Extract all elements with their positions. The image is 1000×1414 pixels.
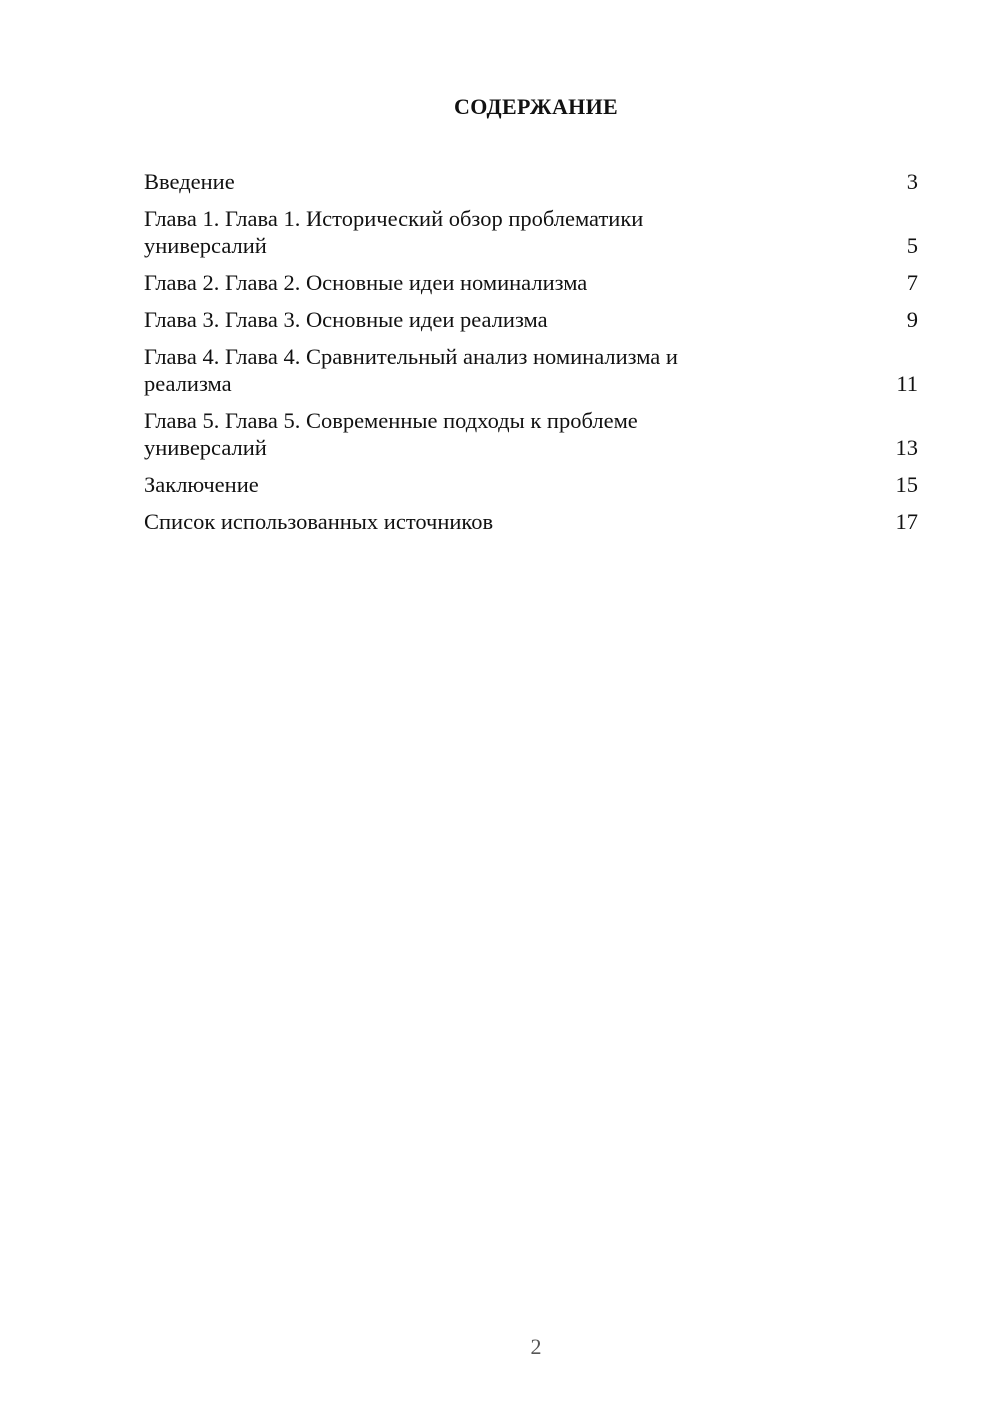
toc-entry-references bbox=[144, 508, 918, 535]
toc-entry-chapter-3 bbox=[144, 306, 918, 333]
page-number: 2 bbox=[530, 1334, 542, 1359]
toc-entry-page: 15 bbox=[895, 472, 918, 497]
toc-entry-chapter-2 bbox=[144, 269, 918, 296]
toc-entry-page: 17 bbox=[895, 509, 918, 534]
toc-entry-page: 7 bbox=[906, 270, 918, 295]
toc-entry-chapter-5 bbox=[144, 407, 918, 461]
page-title: СОДЕРЖАНИЕ bbox=[454, 94, 618, 119]
toc-entry-label: Глава 3. Глава 3. Основные идеи реализма bbox=[144, 307, 548, 332]
toc-entry-page: 13 bbox=[895, 435, 918, 460]
toc-entry-introduction bbox=[144, 168, 918, 195]
toc-entry-label: Глава 1. Глава 1. Исторический обзор проблематики универсалий bbox=[144, 206, 644, 258]
table-of-contents bbox=[144, 168, 918, 545]
toc-entry-page: 9 bbox=[906, 307, 918, 332]
toc-entry-conclusion bbox=[144, 471, 918, 498]
toc-entry-page: 3 bbox=[906, 169, 918, 194]
toc-entry-label: Глава 2. Глава 2. Основные идеи номинализма bbox=[144, 270, 588, 295]
toc-entry-chapter-4 bbox=[144, 343, 918, 397]
toc-entry-label: Введение bbox=[144, 169, 235, 194]
toc-entry-label: Глава 5. Глава 5. Современные подходы к проблеме универсалий bbox=[144, 408, 638, 460]
toc-entry-chapter-1 bbox=[144, 205, 918, 259]
toc-entry-label: Глава 4. Глава 4. Сравнительный анализ номинализма и реализма bbox=[144, 344, 678, 396]
toc-entry-page: 5 bbox=[906, 233, 918, 258]
toc-entry-page: 11 bbox=[896, 371, 918, 396]
toc-entry-label: Заключение bbox=[144, 472, 259, 497]
toc-entry-label: Список использованных источников bbox=[144, 509, 494, 534]
